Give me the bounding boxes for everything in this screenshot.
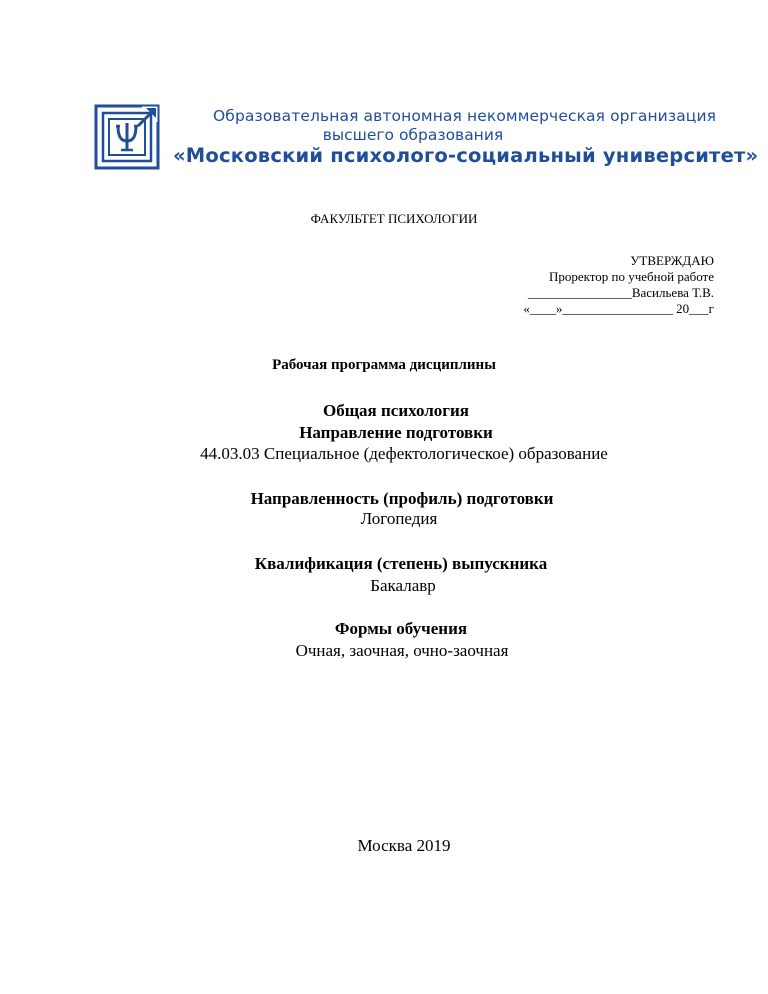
study-forms-label: Формы обучения [334,619,468,638]
document-type: Рабочая программа дисциплины [272,357,496,373]
approval-block [523,253,714,317]
approval-date-line: «____»_________________ 20___г [523,301,714,316]
approver-position: Проректор по учебной работе [548,269,714,284]
direction-label: Направление подготовки [299,423,493,442]
org-name-line-2: высшего образования [322,126,504,144]
discipline-title: Общая психология [322,401,470,420]
city-year: Москва 2019 [357,836,451,855]
profile-value: Логопедия [360,509,438,528]
org-name-line-1: Образовательная автономная некоммерческая организация [213,107,717,125]
qualification-value: Бакалавр [370,576,436,595]
study-forms-value: Очная, заочная, очно-заочная [295,641,509,660]
university-name: «Московский психолого-социальный университет» [173,144,759,167]
qualification-label: Квалификация (степень) выпускника [254,554,548,573]
signature-line: ________________Васильева Т.В. [527,285,714,300]
direction-value: 44.03.03 Специальное (дефектологическое) образование [200,444,608,463]
university-header [94,101,759,173]
approval-heading: УТВЕРЖДАЮ [630,253,714,268]
profile-label: Направленность (профиль) подготовки [250,489,554,508]
faculty-name: ФАКУЛЬТЕТ ПСИХОЛОГИИ [310,211,478,226]
